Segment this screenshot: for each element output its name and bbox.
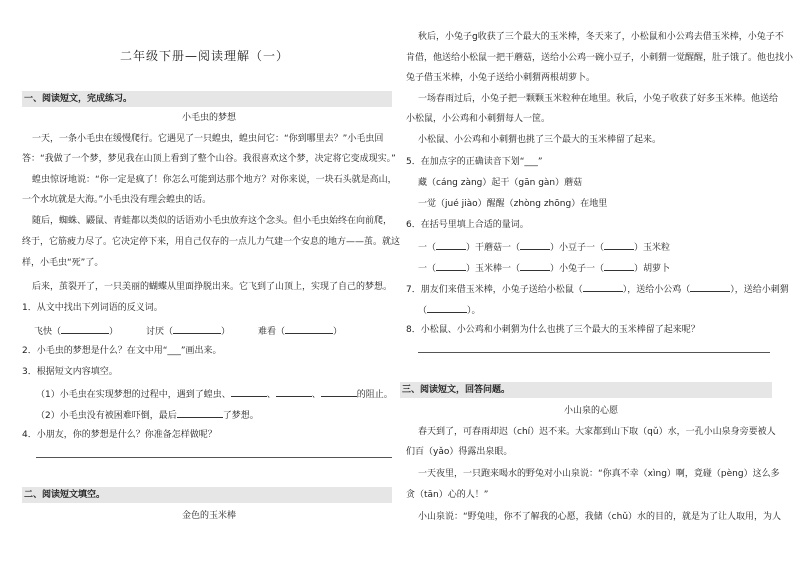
question-5-item: 藏（cáng zàng）起干（gān gàn）蘑菇 bbox=[418, 178, 583, 188]
answer-blank[interactable] bbox=[604, 261, 634, 271]
question-1-row: 难看（ ） bbox=[258, 324, 342, 338]
story-3-paragraph: 贪（tān）心的人！” bbox=[406, 490, 489, 500]
answer-line[interactable] bbox=[36, 457, 392, 458]
answer-blank[interactable] bbox=[276, 387, 312, 397]
question-1: 1．从文中找出下列词语的反义词。 bbox=[22, 303, 163, 313]
page-title: 二年级下册—阅读理解（一） bbox=[120, 49, 290, 63]
question-1-row: 讨厌（ ） bbox=[146, 324, 230, 338]
story-2-paragraph: 秋后，小兔子ց收获了三个最大的玉米棒，冬天来了，小松鼠和小公鸡去借玉米棒，小兔子不 bbox=[418, 32, 784, 42]
story-2-paragraph: 肯借，他送给小松鼠一把干蘑菇，送给小公鸡一碗小豆子，小刺猬一觉醒醒，肚子饿了。他也找小 bbox=[406, 53, 794, 63]
answer-blank[interactable] bbox=[177, 408, 223, 418]
section-3-header: 三、阅读短文，回答问题。 bbox=[400, 382, 772, 398]
question-3-item-1: （1）小毛虫在实现梦想的过程中，遇到了蝗虫、 、 、 的阻止。 bbox=[36, 387, 393, 401]
answer-blank[interactable] bbox=[583, 282, 623, 292]
story-1-paragraph: 样，小毛虫“死”了。 bbox=[22, 258, 104, 268]
story-3-paragraph: 春天到了，可春雨却迟（chí）迟不来。大家都到山下取（qǔ）水，一孔小山泉身旁要被人 bbox=[418, 427, 776, 437]
answer-blank[interactable] bbox=[231, 387, 267, 397]
question-6: 6．在括号里填上合适的量词。 bbox=[406, 220, 529, 230]
question-1-row: 飞快（ ） bbox=[34, 324, 118, 338]
story-1-paragraph: 随后，蜘蛛、鼹鼠、青蛙都以类似的话语劝小毛虫放弃这个念头。但小毛虫始终在向前爬， bbox=[32, 216, 393, 226]
answer-blank[interactable] bbox=[61, 324, 109, 334]
question-3: 3．根据短文内容填空。 bbox=[22, 367, 118, 377]
story-2-paragraph: 兔子借玉米棒，小兔子送给小刺猬两根胡萝卜。 bbox=[406, 73, 596, 83]
answer-blank[interactable] bbox=[427, 303, 467, 313]
answer-blank[interactable] bbox=[520, 261, 550, 271]
story-2-title: 金色的玉米棒 bbox=[182, 511, 237, 521]
answer-blank[interactable] bbox=[285, 324, 333, 334]
question-5: 5．在加点字的正确读音下划“___” bbox=[406, 157, 543, 167]
story-3-paragraph: 们百（yǎo）得露出泉眼。 bbox=[406, 447, 513, 457]
answer-line[interactable] bbox=[418, 352, 770, 353]
story-3-paragraph: 小山泉说：“野兔哇，你不了解我的心愿，我储（chǔ）水的目的，就是为了让人取用，为人 bbox=[418, 512, 782, 522]
story-1-paragraph: 一个水坑就是大海。”小毛虫没有理会蝗虫的话。 bbox=[22, 195, 212, 205]
answer-blank[interactable] bbox=[321, 387, 357, 397]
answer-blank[interactable] bbox=[436, 240, 466, 250]
answer-blank[interactable] bbox=[436, 261, 466, 271]
answer-blank[interactable] bbox=[520, 240, 550, 250]
story-2-paragraph: 小松鼠，小公鸡和小刺猬每人一筐。 bbox=[406, 114, 551, 124]
story-1-paragraph: 答：“我做了一个梦，梦见我在山顶上看到了整个山谷。我很喜欢这个梦，决定将它变成现实。” bbox=[22, 154, 396, 164]
story-1-paragraph: 蝗虫惊讶地说：“你一定是疯了！你怎么可能到达那个地方？对你来说，一块石头就是高山， bbox=[32, 175, 397, 185]
question-7: 7．朋友们来借玉米棒，小兔子送给小松鼠（ ），送给小公鸡（ ），送给小刺猬 bbox=[406, 282, 789, 296]
question-7-continued: （ ）。 bbox=[418, 303, 481, 317]
answer-blank[interactable] bbox=[604, 240, 634, 250]
question-6-row-2: 一（ ）玉米棒一（ ）小兔子一（ ）胡萝卜 bbox=[418, 261, 670, 275]
story-2-paragraph: 一场春雨过后，小兔子把一颗颗玉米粒种在地里。秋后，小兔子收获了好多玉米棒。他送给 bbox=[418, 94, 779, 104]
story-1-title: 小毛虫的梦想 bbox=[182, 113, 237, 123]
question-6-row-1: 一（ ）干蘑菇一（ ）小豆子一（ ）玉米粒 bbox=[418, 240, 670, 254]
story-1-paragraph: 一天，一条小毛虫在缓慢爬行。它遇见了一只蝗虫，蝗虫问它：“你到哪里去？”小毛虫回 bbox=[32, 134, 384, 144]
story-1-paragraph: 终于，它筋疲力尽了。它决定停下来，用自己仅存的一点儿力气建一个安息的地方——茧。就这 bbox=[22, 237, 401, 247]
answer-blank[interactable] bbox=[173, 324, 221, 334]
question-4: 4．小朋友，你的梦想是什么？你准备怎样做呢？ bbox=[22, 430, 217, 440]
left-column bbox=[22, 0, 401, 561]
story-3-paragraph: 一天夜里，一只跑来喝水的野兔对小山泉说：“你真不幸（xìng）啊，竟碰（pèng）这么多 bbox=[418, 469, 780, 479]
answer-blank[interactable] bbox=[690, 282, 730, 292]
question-5-item: 一觉（jué jiào）醒醒（zhòng zhōng）在地里 bbox=[418, 199, 608, 209]
story-1-paragraph: 后来，茧裂开了，一只美丽的蝴蝶从里面挣脱出来。它飞到了山顶上，实现了自己的梦想。 bbox=[32, 282, 393, 292]
section-1-header: 一、阅读短文，完成练习。 bbox=[22, 91, 392, 107]
story-3-title: 小山泉的心愿 bbox=[564, 406, 619, 416]
question-8: 8．小松鼠、小公鸡和小刺猬为什么也挑了三个最大的玉米棒留了起来呢？ bbox=[406, 325, 700, 335]
right-column bbox=[400, 0, 794, 561]
question-2: 2．小毛虫的梦想是什么？在文中用“___”画出来。 bbox=[22, 346, 222, 356]
section-2-header: 二、阅读短文填空。 bbox=[22, 487, 392, 503]
question-3-item-2: （2）小毛虫没有被困难吓倒，最后 了梦想。 bbox=[36, 408, 259, 422]
story-2-paragraph: 小松鼠、小公鸡和小刺猬也挑了三个最大的玉米棒留了起来。 bbox=[418, 135, 662, 145]
